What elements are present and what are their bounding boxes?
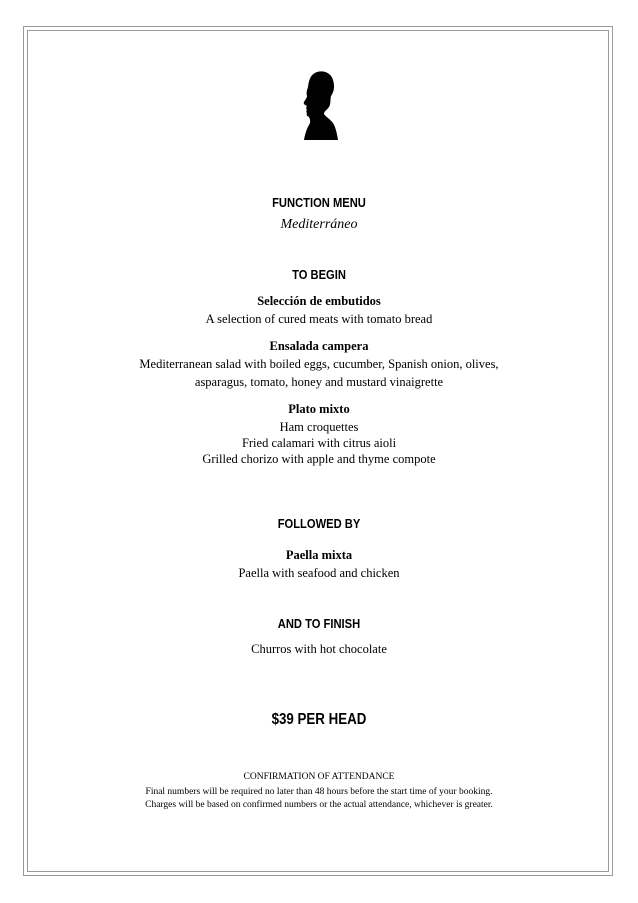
silhouette-portrait-icon [300, 70, 338, 140]
confirmation-note: Charges will be based on confirmed numbers or the actual attendance, whichever is greater. [145, 800, 493, 810]
section-heading-followed-by: FOLLOWED BY [277, 516, 361, 531]
dish-description: Grilled chorizo with apple and thyme compote [202, 452, 436, 466]
dish-description: Fried calamari with citrus aioli [241, 436, 397, 450]
dish-name: Paella mixta [285, 548, 353, 562]
price-per-head: $39 PER HEAD [271, 711, 367, 728]
confirmation-note: Final numbers will be required no later than 48 hours before the start time of your booking. [145, 787, 493, 797]
dish-description: A selection of cured meats with tomato bread [205, 312, 433, 326]
dish-description: Mediterranean salad with boiled eggs, cucumber, Spanish onion, olives, [139, 357, 499, 371]
dish-description: Churros with hot chocolate [251, 642, 387, 656]
menu-subtitle: Mediterráneo [280, 217, 358, 232]
dish-name: Selección de embutidos [257, 294, 381, 308]
dish-description: Paella with seafood and chicken [238, 566, 400, 580]
dish-name: Plato mixto [288, 402, 350, 416]
dish-description: Ham croquettes [279, 420, 359, 434]
section-heading-to-begin: TO BEGIN [292, 267, 346, 282]
menu-title: FUNCTION MENU [272, 195, 366, 210]
dish-name: Ensalada campera [269, 339, 369, 353]
page-border-inner [27, 30, 609, 872]
dish-description: asparagus, tomato, honey and mustard vinaigrette [194, 375, 444, 389]
section-heading-and-to-finish: AND TO FINISH [277, 616, 361, 631]
confirmation-heading: CONFIRMATION OF ATTENDANCE [243, 772, 395, 782]
